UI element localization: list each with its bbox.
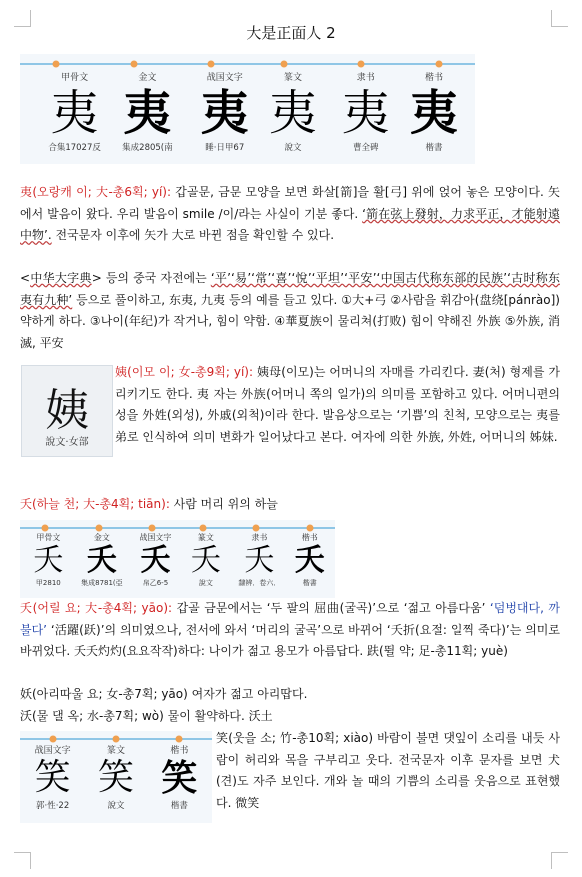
script-label: 战国文字	[34, 746, 71, 756]
seal-glyph: 姨	[45, 385, 89, 436]
source-label: 甲2810	[35, 579, 61, 587]
source-label: 楷書	[170, 801, 188, 811]
entry-yi	[20, 182, 560, 247]
script-label: 篆文	[283, 73, 303, 83]
glyph-image: 夷	[50, 85, 99, 141]
script-label: 战国文字	[206, 73, 243, 83]
script-label: 甲骨文	[61, 73, 89, 83]
glyph-image: 笑	[97, 757, 135, 798]
glyph-cell	[33, 532, 63, 588]
source-label: 楷書	[302, 579, 317, 587]
entry-highlight: ‘덤벙대다, 까불다’	[20, 601, 560, 637]
source-label: 合集17027反	[48, 143, 101, 153]
glyph-image: 夷	[123, 85, 172, 141]
entry-body: 갑골문, 금문 모양을 보면 화살[箭]을 활[弓] 위에 얹어 놓은 모양이다. 矢에서 발음이 왔다. 우리 발음이 smile /이/라는 사실이 기분 좋다.	[20, 185, 561, 221]
corner-mark-bottom-right	[551, 852, 568, 869]
entry-line: 沃(물 댈 옥; 水-총7획; wò) 물이 활약하다. 沃土	[20, 709, 273, 723]
source-label: 睡·日甲67	[205, 143, 245, 153]
entry-yao	[20, 598, 560, 663]
bracket-open: <	[20, 271, 31, 285]
glyph-cell	[81, 532, 123, 588]
corner-mark-bottom-left	[14, 852, 31, 869]
entry-body: 사람 머리 위의 하늘	[169, 497, 278, 511]
entry-wo	[20, 706, 560, 728]
script-label: 甲骨文	[36, 533, 61, 542]
glyph-image: 夭	[294, 543, 325, 578]
page-title: 大是正面人 2	[246, 24, 336, 42]
entry-heading: 姨(이모 이; 女-총9획; yí):	[115, 365, 254, 379]
dictionary-note	[20, 268, 560, 354]
glyph-evolution-strip-tian	[20, 520, 335, 598]
script-label: 金文	[93, 533, 110, 542]
glyph-cell	[35, 743, 71, 811]
glyph-cell	[201, 70, 249, 153]
glyph-image: 笑	[161, 757, 198, 799]
entry-heading: 夭(어릴 요; 大-총4획; yāo):	[20, 601, 173, 615]
glyph-image: 笑	[34, 757, 71, 798]
glyph-evolution-strip-yi	[20, 54, 475, 164]
entry-body-tail: ‘活躍(跃)’의 의미였으나, 전서에 와서 ‘머리의 굴곡’으로 바뀌어 ‘夭折(요절: 일찍 죽다)’는 의미로 바뀌었다. 夭夭灼灼(요요작작)하다: 나이가 젊고 용모가 아름답다. 趺(뛸 약; 足-총11획; yuè)	[20, 622, 560, 659]
glyph-cell	[48, 70, 101, 153]
source-label: 說文	[284, 143, 302, 153]
glyph-image: 夷	[341, 85, 390, 141]
glyph-image: 夭	[86, 543, 117, 578]
seal-glyph-yi-aunt	[21, 365, 113, 457]
script-label: 篆文	[197, 533, 214, 542]
glyph-cell	[410, 70, 458, 153]
source-label: 曹全碑	[353, 143, 379, 153]
glyph-image: 夭	[140, 543, 171, 578]
script-label: 楷书	[425, 73, 444, 83]
entry-body-tail: 전국문자 이후에 矢가 大로 바뀐 점을 확인할 수 있다.	[51, 228, 335, 243]
source-label: 集成8781(亞	[81, 579, 123, 587]
entry-line: 妖(아리따울 요; 女-총7획; yāo) 여자가 젊고 아리땁다.	[20, 687, 308, 701]
glyph-cell	[191, 532, 221, 588]
glyph-cell	[269, 70, 317, 153]
definition-terms: ‘平’‘易’‘常’‘喜’‘悅’‘平坦’‘平安’‘中国古代称东部的民族’‘古时称东夷有九种’	[20, 271, 560, 307]
glyph-cell	[98, 743, 134, 811]
script-label: 隶书	[356, 73, 375, 83]
glyph-image: 夭	[190, 543, 221, 578]
glyph-cell	[161, 743, 197, 811]
glyph-image: 夭	[244, 543, 275, 578]
entry-tian	[20, 494, 560, 516]
glyph-cell	[139, 532, 171, 588]
source-label: 帛乙6-5	[142, 579, 169, 587]
script-label: 楷书	[170, 746, 189, 756]
entry-heading: 夭(하늘 천; 大-총4획; tiān):	[20, 497, 170, 511]
glyph-evolution-strip-xiao	[20, 731, 212, 823]
entry-xiao	[216, 728, 560, 814]
dictionary-title: 中华大字典	[30, 271, 92, 285]
glyph-cell	[342, 70, 390, 153]
entry-body: 갑골 금문에서는 ‘두 팔의 屈曲(굴곡)’으로 ‘젊고 아름다움’	[172, 601, 490, 615]
note-text: > 등의 중국 자전에는	[91, 271, 211, 285]
glyph-image: 夷	[268, 85, 318, 141]
script-label: 楷书	[301, 533, 318, 542]
glyph-image: 夷	[200, 85, 249, 141]
source-label: 楷書	[425, 143, 443, 153]
glyph-image: 夭	[33, 543, 64, 578]
script-label: 篆文	[106, 746, 126, 756]
script-label: 隶书	[251, 533, 268, 542]
glyph-cell	[122, 70, 172, 153]
glyph-cell	[295, 532, 325, 588]
entry-yi-aunt	[115, 362, 560, 448]
source-label: 隸辨．卷六．	[238, 579, 281, 587]
glyph-cell	[238, 532, 280, 588]
script-label: 金文	[138, 73, 157, 83]
source-label: 郭·性·22	[36, 801, 70, 811]
script-label: 战国文字	[139, 533, 172, 542]
seal-caption: 說文·女部	[45, 437, 89, 448]
source-label: 集成2805(南	[122, 143, 173, 153]
entry-quote: ‘箭在弦上發射，力求平正，才能射遠中物’.	[20, 206, 560, 243]
source-label: 說文	[198, 579, 213, 587]
entry-body: 笑(웃을 소; 竹-총10획; xiào) 바람이 불면 댓잎이 소리를 내듯 사람이 허리와 목을 구부리고 웃다. 전국문자 이후 문자를 보면 犬(견)도 자주 보인다. 개와 놀 때의 기쁨의 소리를 웃음으로 표현했다. 微笑	[216, 731, 560, 810]
entry-yao-beautiful	[20, 684, 560, 706]
entry-body: 姨母(이모)는 어머니의 자매를 가리킨다. 妻(처) 형제를 가리키기도 한다. 夷 자는 外族(어머니 쪽의 일가)의 의미를 포함하고 있다. 어머니편의 성을 外姓(외성), 外戚(외척)이라 한다. 발음상으로는 ‘기쁨’의 친척, 모양으로는 夷를 弟로 인식하여 의미 변화가 일어났다고 본다. 여자에 의한 外族, 外姓, 어머니의 姊妹.	[115, 365, 560, 444]
entry-heading: 夷(오랑캐 이; 大-총6획; yí):	[20, 185, 172, 199]
note-text-tail: 등으로 풀이하고, 东夷, 九夷 등의 예를 들고 있다. ①大+弓 ②사람을 휘감아(盘绕[pánrào]) 약하게 하다. ③나이(年纪)가 작거나, 힘이 약함. ④華夏族이 물리쳐(打败) 힘이 약해진 外族 ⑤外族, 消滅, 平安	[20, 292, 560, 350]
source-label: 說文	[107, 801, 125, 811]
glyph-image: 夷	[410, 85, 459, 141]
